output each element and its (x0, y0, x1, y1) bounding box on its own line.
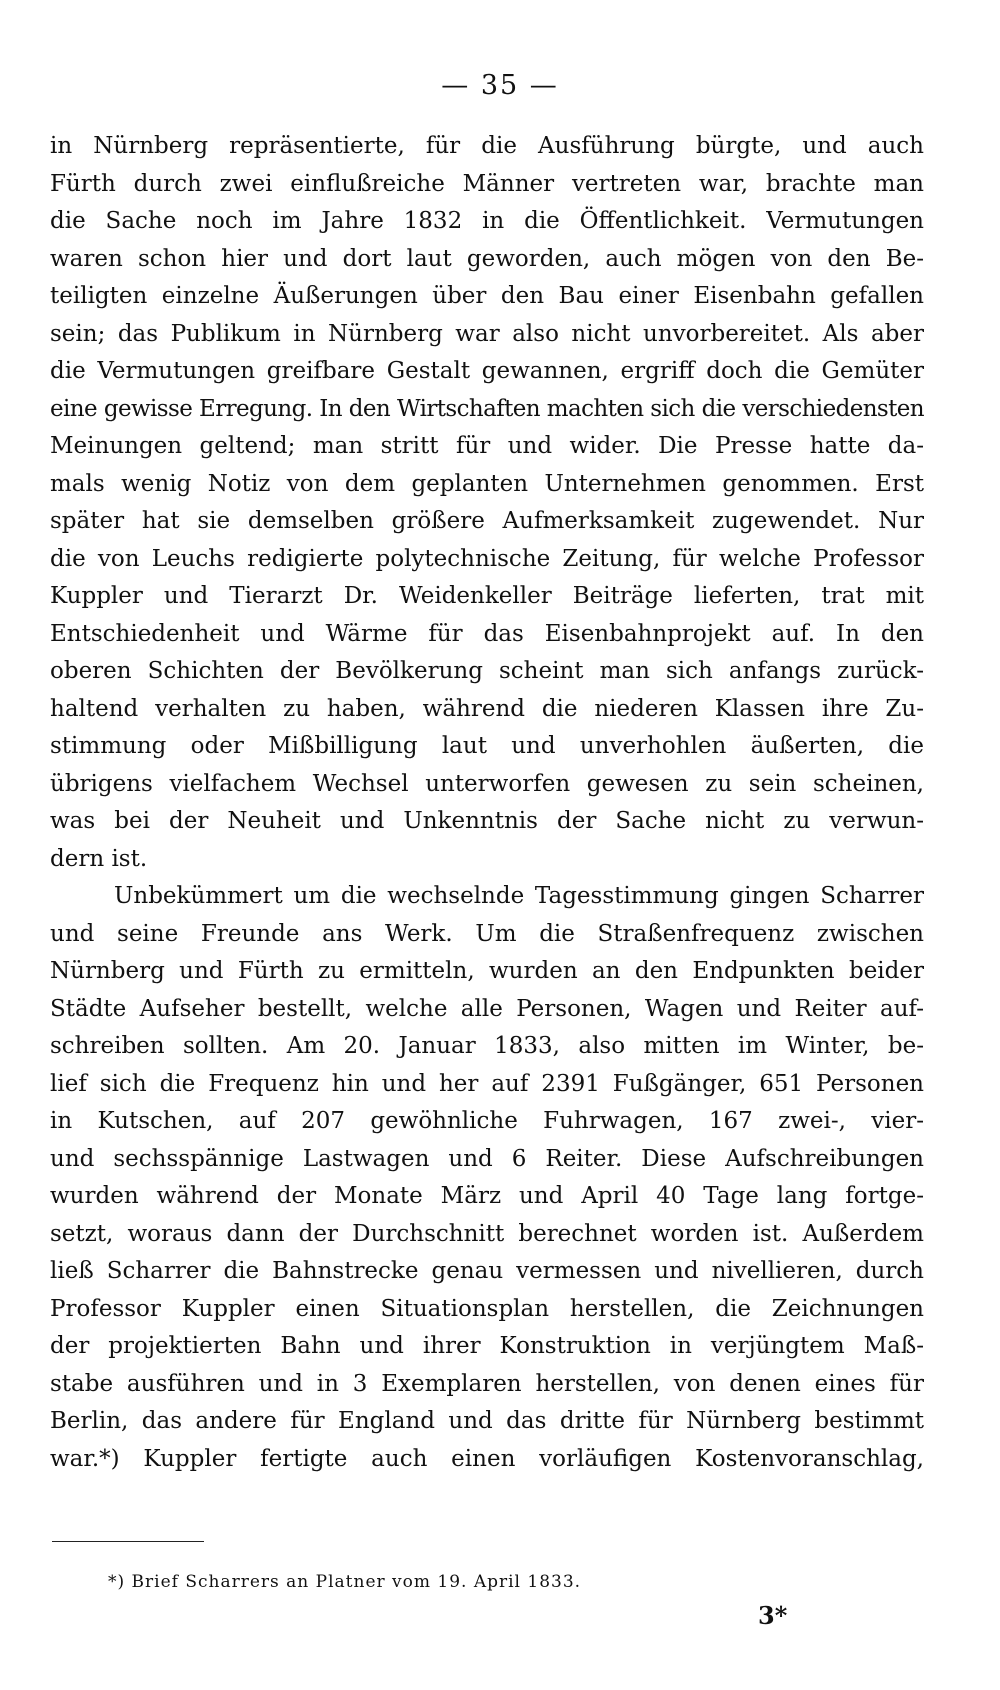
text-line: Meinungen geltend; man stritt für und wider. Die Presse hatte da- (50, 433, 924, 459)
text-line: oberen Schichten der Bevölkerung scheint man sich anfangs zurück- (50, 658, 924, 684)
text-line: in Nürnberg repräsentierte, für die Ausführung bürgte, und auch (50, 133, 924, 159)
text-line: waren schon hier und dort laut geworden, auch mögen von den Be- (50, 245, 924, 272)
text-line: teiligten einzelne Äußerungen über den Bau einer Eisenbahn gefallen (50, 283, 924, 309)
text-line: Fürth durch zwei einflußreiche Männer vertreten war, brachte man (50, 170, 924, 197)
text-line: Berlin, das andere für England und das dritte für Nürnberg bestimmt (50, 1408, 924, 1434)
footnote-rule (52, 1541, 204, 1542)
page-number: — 35 — (441, 70, 559, 101)
text-line: war.*) Kuppler fertigte auch einen vorläufigen Kostenvoranschlag, (50, 1445, 924, 1472)
text-line: sein; das Publikum in Nürnberg war also nicht unvorbereitet. Als aber (50, 320, 924, 347)
text-line: ließ Scharrer die Bahnstrecke genau vermessen und nivellieren, durch (50, 1258, 924, 1284)
body-text (50, 128, 924, 1478)
footnote: *) Brief Scharrers an Platner vom 19. April 1833. (108, 1572, 582, 1592)
text-line: übrigens vielfachem Wechsel unterworfen gewesen zu sein scheinen, (50, 770, 924, 797)
text-line: setzt, woraus dann der Durchschnitt berechnet worden ist. Außerdem (50, 1220, 924, 1247)
sheet-signature: 3* (758, 1601, 788, 1630)
text-line: eine gewisse Erregung. In den Wirtschaften machten sich die verschiedensten (50, 395, 924, 422)
text-line: der projektierten Bahn und ihrer Konstruktion in verjüngtem Maß- (50, 1333, 924, 1359)
text-line: schreiben sollten. Am 20. Januar 1833, also mitten im Winter, be- (50, 1033, 924, 1059)
text-line: Entschiedenheit und Wärme für das Eisenbahnprojekt auf. In den (50, 620, 924, 647)
text-line: die Sache noch im Jahre 1832 in die Öffentlichkeit. Vermutungen (50, 208, 924, 234)
text-line: Professor Kuppler einen Situationsplan herstellen, die Zeichnungen (50, 1295, 924, 1322)
text-line: die Vermutungen greifbare Gestalt gewannen, ergriff doch die Gemüter (50, 358, 924, 384)
text-line: die von Leuchs redigierte polytechnische Zeitung, für welche Professor (50, 545, 924, 572)
text-line: Kuppler und Tierarzt Dr. Weidenkeller Beiträge lieferten, trat mit (50, 583, 924, 609)
text-line: und seine Freunde ans Werk. Um die Straßenfrequenz zwischen (50, 920, 924, 947)
text-line: dern ist. (50, 845, 148, 872)
text-line: was bei der Neuheit und Unkenntnis der Sache nicht zu verwun- (50, 808, 924, 834)
text-line: lief sich die Frequenz hin und her auf 2391 Fußgänger, 651 Personen (50, 1070, 924, 1097)
text-line: Nürnberg und Fürth zu ermitteln, wurden an den Endpunkten beider (50, 958, 924, 984)
text-line: stabe ausführen und in 3 Exemplaren herstellen, von denen eines für (50, 1370, 924, 1397)
text-line: mals wenig Notiz von dem geplanten Unternehmen genommen. Erst (50, 470, 924, 497)
text-line: haltend verhalten zu haben, während die niederen Klassen ihre Zu- (50, 695, 924, 722)
text-line: wurden während der Monate März und April 40 Tage lang fortge- (50, 1183, 924, 1209)
text-line: in Kutschen, auf 207 gewöhnliche Fuhrwagen, 167 zwei-, vier- (50, 1108, 924, 1134)
text-line: Unbekümmert um die wechselnde Tagesstimmung gingen Scharrer (114, 883, 924, 909)
text-line: später hat sie demselben größere Aufmerksamkeit zugewendet. Nur (50, 508, 924, 534)
text-line: Städte Aufseher bestellt, welche alle Personen, Wagen und Reiter auf- (50, 995, 924, 1022)
text-line: und sechsspännige Lastwagen und 6 Reiter. Diese Aufschreibungen (50, 1145, 924, 1172)
text-line: stimmung oder Mißbilligung laut und unverhohlen äußerten, die (50, 733, 924, 759)
